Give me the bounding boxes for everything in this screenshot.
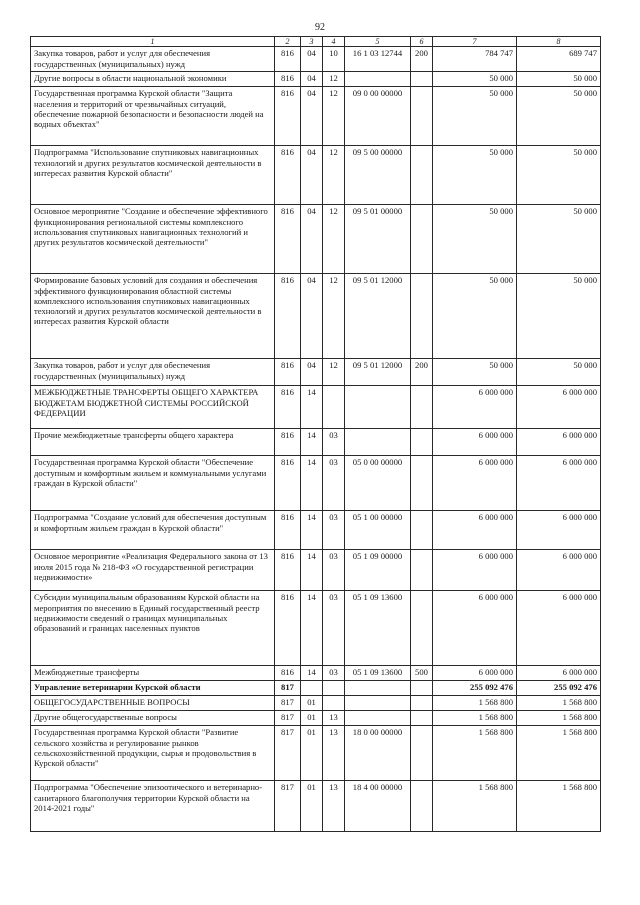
amount-year2-cell: 50 000 xyxy=(517,146,601,205)
row-name-cell: Закупка товаров, работ и услуг для обеспечения государственных (муниципальных) нужд xyxy=(31,359,275,386)
amount-year1-cell: 6 000 000 xyxy=(433,511,517,550)
expense-type-cell xyxy=(411,429,433,456)
subsection-code-cell: 03 xyxy=(323,429,345,456)
expense-type-cell xyxy=(411,87,433,146)
row-name-cell: Управление ветеринарии Курской области xyxy=(31,681,275,696)
amount-year2-cell: 6 000 000 xyxy=(517,666,601,681)
section-code-cell: 14 xyxy=(301,550,323,591)
row-name-cell: МЕЖБЮДЖЕТНЫЕ ТРАНСФЕРТЫ ОБЩЕГО ХАРАКТЕРА БЮДЖЕТАМ БЮДЖЕТНОЙ СИСТЕМЫ РОССИЙСКОЙ ФЕДЕРАЦИИ xyxy=(31,386,275,429)
section-code-cell: 14 xyxy=(301,511,323,550)
expense-type-cell xyxy=(411,681,433,696)
table-row xyxy=(31,666,601,681)
expense-type-cell xyxy=(411,205,433,274)
table-row xyxy=(31,47,601,72)
ministry-code-cell: 816 xyxy=(275,87,301,146)
row-name-cell: Государственная программа Курской области "Защита населения и территорий от чрезвычайных ситуаций, обеспечение пожарной безопасности и безопасности людей на водных объектах" xyxy=(31,87,275,146)
amount-year1-cell: 6 000 000 xyxy=(433,666,517,681)
amount-year1-cell: 6 000 000 xyxy=(433,550,517,591)
row-name-cell: Государственная программа Курской области "Развитие сельского хозяйства и регулирование рынков сельскохозяйственной продукции, сырья и продовольствия в Курской области" xyxy=(31,726,275,781)
table-row xyxy=(31,681,601,696)
amount-year2-cell: 1 568 800 xyxy=(517,781,601,832)
amount-year2-cell: 6 000 000 xyxy=(517,591,601,666)
table-row xyxy=(31,72,601,87)
ministry-code-cell: 816 xyxy=(275,456,301,511)
ministry-code-cell: 816 xyxy=(275,205,301,274)
amount-year2-cell: 6 000 000 xyxy=(517,429,601,456)
target-article-cell: 05 1 09 13600 xyxy=(345,591,411,666)
target-article-cell: 05 1 09 00000 xyxy=(345,550,411,591)
amount-year2-cell: 1 568 800 xyxy=(517,726,601,781)
expense-type-cell xyxy=(411,711,433,726)
expense-type-cell: 200 xyxy=(411,47,433,72)
budget-table xyxy=(30,36,601,832)
amount-year1-cell: 1 568 800 xyxy=(433,711,517,726)
table-row xyxy=(31,456,601,511)
amount-year1-cell: 50 000 xyxy=(433,274,517,359)
section-code-cell: 01 xyxy=(301,726,323,781)
target-article-cell xyxy=(345,386,411,429)
amount-year1-cell: 255 092 476 xyxy=(433,681,517,696)
section-code-cell: 01 xyxy=(301,711,323,726)
target-article-cell: 09 5 01 12000 xyxy=(345,359,411,386)
row-name-cell: ОБЩЕГОСУДАРСТВЕННЫЕ ВОПРОСЫ xyxy=(31,696,275,711)
ministry-code-cell: 816 xyxy=(275,274,301,359)
column-header: 2 xyxy=(275,37,301,47)
subsection-code-cell: 03 xyxy=(323,666,345,681)
amount-year1-cell: 6 000 000 xyxy=(433,456,517,511)
table-row xyxy=(31,205,601,274)
row-name-cell: Закупка товаров, работ и услуг для обеспечения государственных (муниципальных) нужд xyxy=(31,47,275,72)
section-code-cell: 01 xyxy=(301,696,323,711)
section-code-cell: 04 xyxy=(301,72,323,87)
expense-type-cell xyxy=(411,591,433,666)
row-name-cell: Прочие межбюджетные трансферты общего характера xyxy=(31,429,275,456)
table-row xyxy=(31,696,601,711)
table-row xyxy=(31,726,601,781)
amount-year2-cell: 50 000 xyxy=(517,359,601,386)
ministry-code-cell: 816 xyxy=(275,550,301,591)
ministry-code-cell: 816 xyxy=(275,591,301,666)
amount-year2-cell: 50 000 xyxy=(517,274,601,359)
table-header-row xyxy=(31,37,601,47)
expense-type-cell xyxy=(411,456,433,511)
row-name-cell: Подпрограмма "Создание условий для обеспечения доступным и комфортным жильем граждан в Курской области" xyxy=(31,511,275,550)
section-code-cell: 14 xyxy=(301,429,323,456)
section-code-cell: 14 xyxy=(301,456,323,511)
amount-year2-cell: 6 000 000 xyxy=(517,511,601,550)
expense-type-cell: 500 xyxy=(411,666,433,681)
amount-year1-cell: 50 000 xyxy=(433,72,517,87)
table-row xyxy=(31,591,601,666)
row-name-cell: Подпрограмма "Использование спутниковых навигационных технологий и других результатов космической деятельности в интересах развития Курской области" xyxy=(31,146,275,205)
subsection-code-cell: 03 xyxy=(323,550,345,591)
column-header: 1 xyxy=(31,37,275,47)
section-code-cell: 04 xyxy=(301,274,323,359)
amount-year1-cell: 6 000 000 xyxy=(433,429,517,456)
amount-year2-cell: 6 000 000 xyxy=(517,550,601,591)
subsection-code-cell: 12 xyxy=(323,146,345,205)
subsection-code-cell xyxy=(323,696,345,711)
amount-year2-cell: 1 568 800 xyxy=(517,696,601,711)
ministry-code-cell: 816 xyxy=(275,47,301,72)
amount-year2-cell: 50 000 xyxy=(517,87,601,146)
table-row xyxy=(31,87,601,146)
table-row xyxy=(31,781,601,832)
subsection-code-cell: 12 xyxy=(323,359,345,386)
amount-year2-cell: 1 568 800 xyxy=(517,711,601,726)
table-row xyxy=(31,146,601,205)
expense-type-cell xyxy=(411,550,433,591)
subsection-code-cell: 10 xyxy=(323,47,345,72)
subsection-code-cell: 12 xyxy=(323,205,345,274)
subsection-code-cell: 12 xyxy=(323,72,345,87)
target-article-cell xyxy=(345,429,411,456)
row-name-cell: Межбюджетные трансферты xyxy=(31,666,275,681)
amount-year1-cell: 1 568 800 xyxy=(433,726,517,781)
target-article-cell xyxy=(345,72,411,87)
amount-year1-cell: 784 747 xyxy=(433,47,517,72)
section-code-cell: 04 xyxy=(301,359,323,386)
subsection-code-cell xyxy=(323,386,345,429)
target-article-cell: 09 5 01 00000 xyxy=(345,205,411,274)
section-code-cell: 14 xyxy=(301,386,323,429)
subsection-code-cell: 13 xyxy=(323,781,345,832)
amount-year1-cell: 6 000 000 xyxy=(433,386,517,429)
expense-type-cell: 200 xyxy=(411,359,433,386)
expense-type-cell xyxy=(411,72,433,87)
amount-year1-cell: 1 568 800 xyxy=(433,781,517,832)
ministry-code-cell: 816 xyxy=(275,666,301,681)
row-name-cell: Подпрограмма "Обеспечение эпизоотического и ветеринарно-санитарного благополучия территории Курской области на 2014-2021 годы" xyxy=(31,781,275,832)
column-header: 4 xyxy=(323,37,345,47)
amount-year1-cell: 50 000 xyxy=(433,205,517,274)
section-code-cell: 04 xyxy=(301,205,323,274)
amount-year2-cell: 50 000 xyxy=(517,72,601,87)
target-article-cell: 05 1 09 13600 xyxy=(345,666,411,681)
ministry-code-cell: 817 xyxy=(275,696,301,711)
amount-year2-cell: 50 000 xyxy=(517,205,601,274)
column-header: 3 xyxy=(301,37,323,47)
amount-year2-cell: 255 092 476 xyxy=(517,681,601,696)
ministry-code-cell: 817 xyxy=(275,681,301,696)
amount-year1-cell: 50 000 xyxy=(433,146,517,205)
section-code-cell: 01 xyxy=(301,781,323,832)
row-name-cell: Другие вопросы в области национальной экономики xyxy=(31,72,275,87)
page-number: 92 xyxy=(315,22,325,33)
subsection-code-cell xyxy=(323,681,345,696)
expense-type-cell xyxy=(411,386,433,429)
table-row xyxy=(31,359,601,386)
column-header: 7 xyxy=(433,37,517,47)
expense-type-cell xyxy=(411,726,433,781)
ministry-code-cell: 816 xyxy=(275,72,301,87)
amount-year1-cell: 50 000 xyxy=(433,87,517,146)
row-name-cell: Формирование базовых условий для создания и обеспечения эффективного функционирования областной системы комплексного использования спутниковых навигационных технологий и других результатов космической деятельности в интересах развития Курской области xyxy=(31,274,275,359)
ministry-code-cell: 816 xyxy=(275,429,301,456)
target-article-cell: 16 1 03 12744 xyxy=(345,47,411,72)
target-article-cell xyxy=(345,696,411,711)
subsection-code-cell: 03 xyxy=(323,591,345,666)
target-article-cell: 09 0 00 00000 xyxy=(345,87,411,146)
row-name-cell: Основное мероприятие "Создание и обеспечение эффективного функционирования региональной системы комплексного использования спутниковых навигационных технологий и других результатов космической деятельности" xyxy=(31,205,275,274)
subsection-code-cell: 03 xyxy=(323,511,345,550)
ministry-code-cell: 817 xyxy=(275,781,301,832)
table-row xyxy=(31,274,601,359)
target-article-cell: 09 5 00 00000 xyxy=(345,146,411,205)
expense-type-cell xyxy=(411,781,433,832)
row-name-cell: Субсидии муниципальным образованиям Курской области на мероприятия по внесению в Единый государственный реестр недвижимости сведений о границах муниципальных образований и границах населенных пунктов xyxy=(31,591,275,666)
amount-year2-cell: 6 000 000 xyxy=(517,456,601,511)
target-article-cell: 09 5 01 12000 xyxy=(345,274,411,359)
subsection-code-cell: 13 xyxy=(323,711,345,726)
amount-year1-cell: 50 000 xyxy=(433,359,517,386)
column-header: 5 xyxy=(345,37,411,47)
section-code-cell: 14 xyxy=(301,591,323,666)
section-code-cell: 14 xyxy=(301,666,323,681)
target-article-cell: 05 0 00 00000 xyxy=(345,456,411,511)
amount-year1-cell: 6 000 000 xyxy=(433,591,517,666)
expense-type-cell xyxy=(411,274,433,359)
table-row xyxy=(31,550,601,591)
section-code-cell: 04 xyxy=(301,87,323,146)
row-name-cell: Государственная программа Курской области "Обеспечение доступным и комфортным жильем и коммунальными услугами граждан в Курской области" xyxy=(31,456,275,511)
column-header: 6 xyxy=(411,37,433,47)
ministry-code-cell: 817 xyxy=(275,726,301,781)
subsection-code-cell: 12 xyxy=(323,274,345,359)
table-row xyxy=(31,429,601,456)
expense-type-cell xyxy=(411,511,433,550)
target-article-cell xyxy=(345,711,411,726)
section-code-cell: 04 xyxy=(301,47,323,72)
row-name-cell: Основное мероприятие «Реализация Федерального закона от 13 июля 2015 года № 218-ФЗ «О государственной регистрации недвижимости» xyxy=(31,550,275,591)
expense-type-cell xyxy=(411,696,433,711)
amount-year1-cell: 1 568 800 xyxy=(433,696,517,711)
ministry-code-cell: 816 xyxy=(275,511,301,550)
subsection-code-cell: 12 xyxy=(323,87,345,146)
subsection-code-cell: 03 xyxy=(323,456,345,511)
section-code-cell xyxy=(301,681,323,696)
table-row xyxy=(31,511,601,550)
row-name-cell: Другие общегосударственные вопросы xyxy=(31,711,275,726)
ministry-code-cell: 816 xyxy=(275,386,301,429)
column-header: 8 xyxy=(517,37,601,47)
subsection-code-cell: 13 xyxy=(323,726,345,781)
table-row xyxy=(31,386,601,429)
target-article-cell xyxy=(345,681,411,696)
table-row xyxy=(31,711,601,726)
target-article-cell: 05 1 00 00000 xyxy=(345,511,411,550)
section-code-cell: 04 xyxy=(301,146,323,205)
target-article-cell: 18 0 00 00000 xyxy=(345,726,411,781)
ministry-code-cell: 816 xyxy=(275,359,301,386)
ministry-code-cell: 817 xyxy=(275,711,301,726)
expense-type-cell xyxy=(411,146,433,205)
target-article-cell: 18 4 00 00000 xyxy=(345,781,411,832)
amount-year2-cell: 689 747 xyxy=(517,47,601,72)
ministry-code-cell: 816 xyxy=(275,146,301,205)
amount-year2-cell: 6 000 000 xyxy=(517,386,601,429)
